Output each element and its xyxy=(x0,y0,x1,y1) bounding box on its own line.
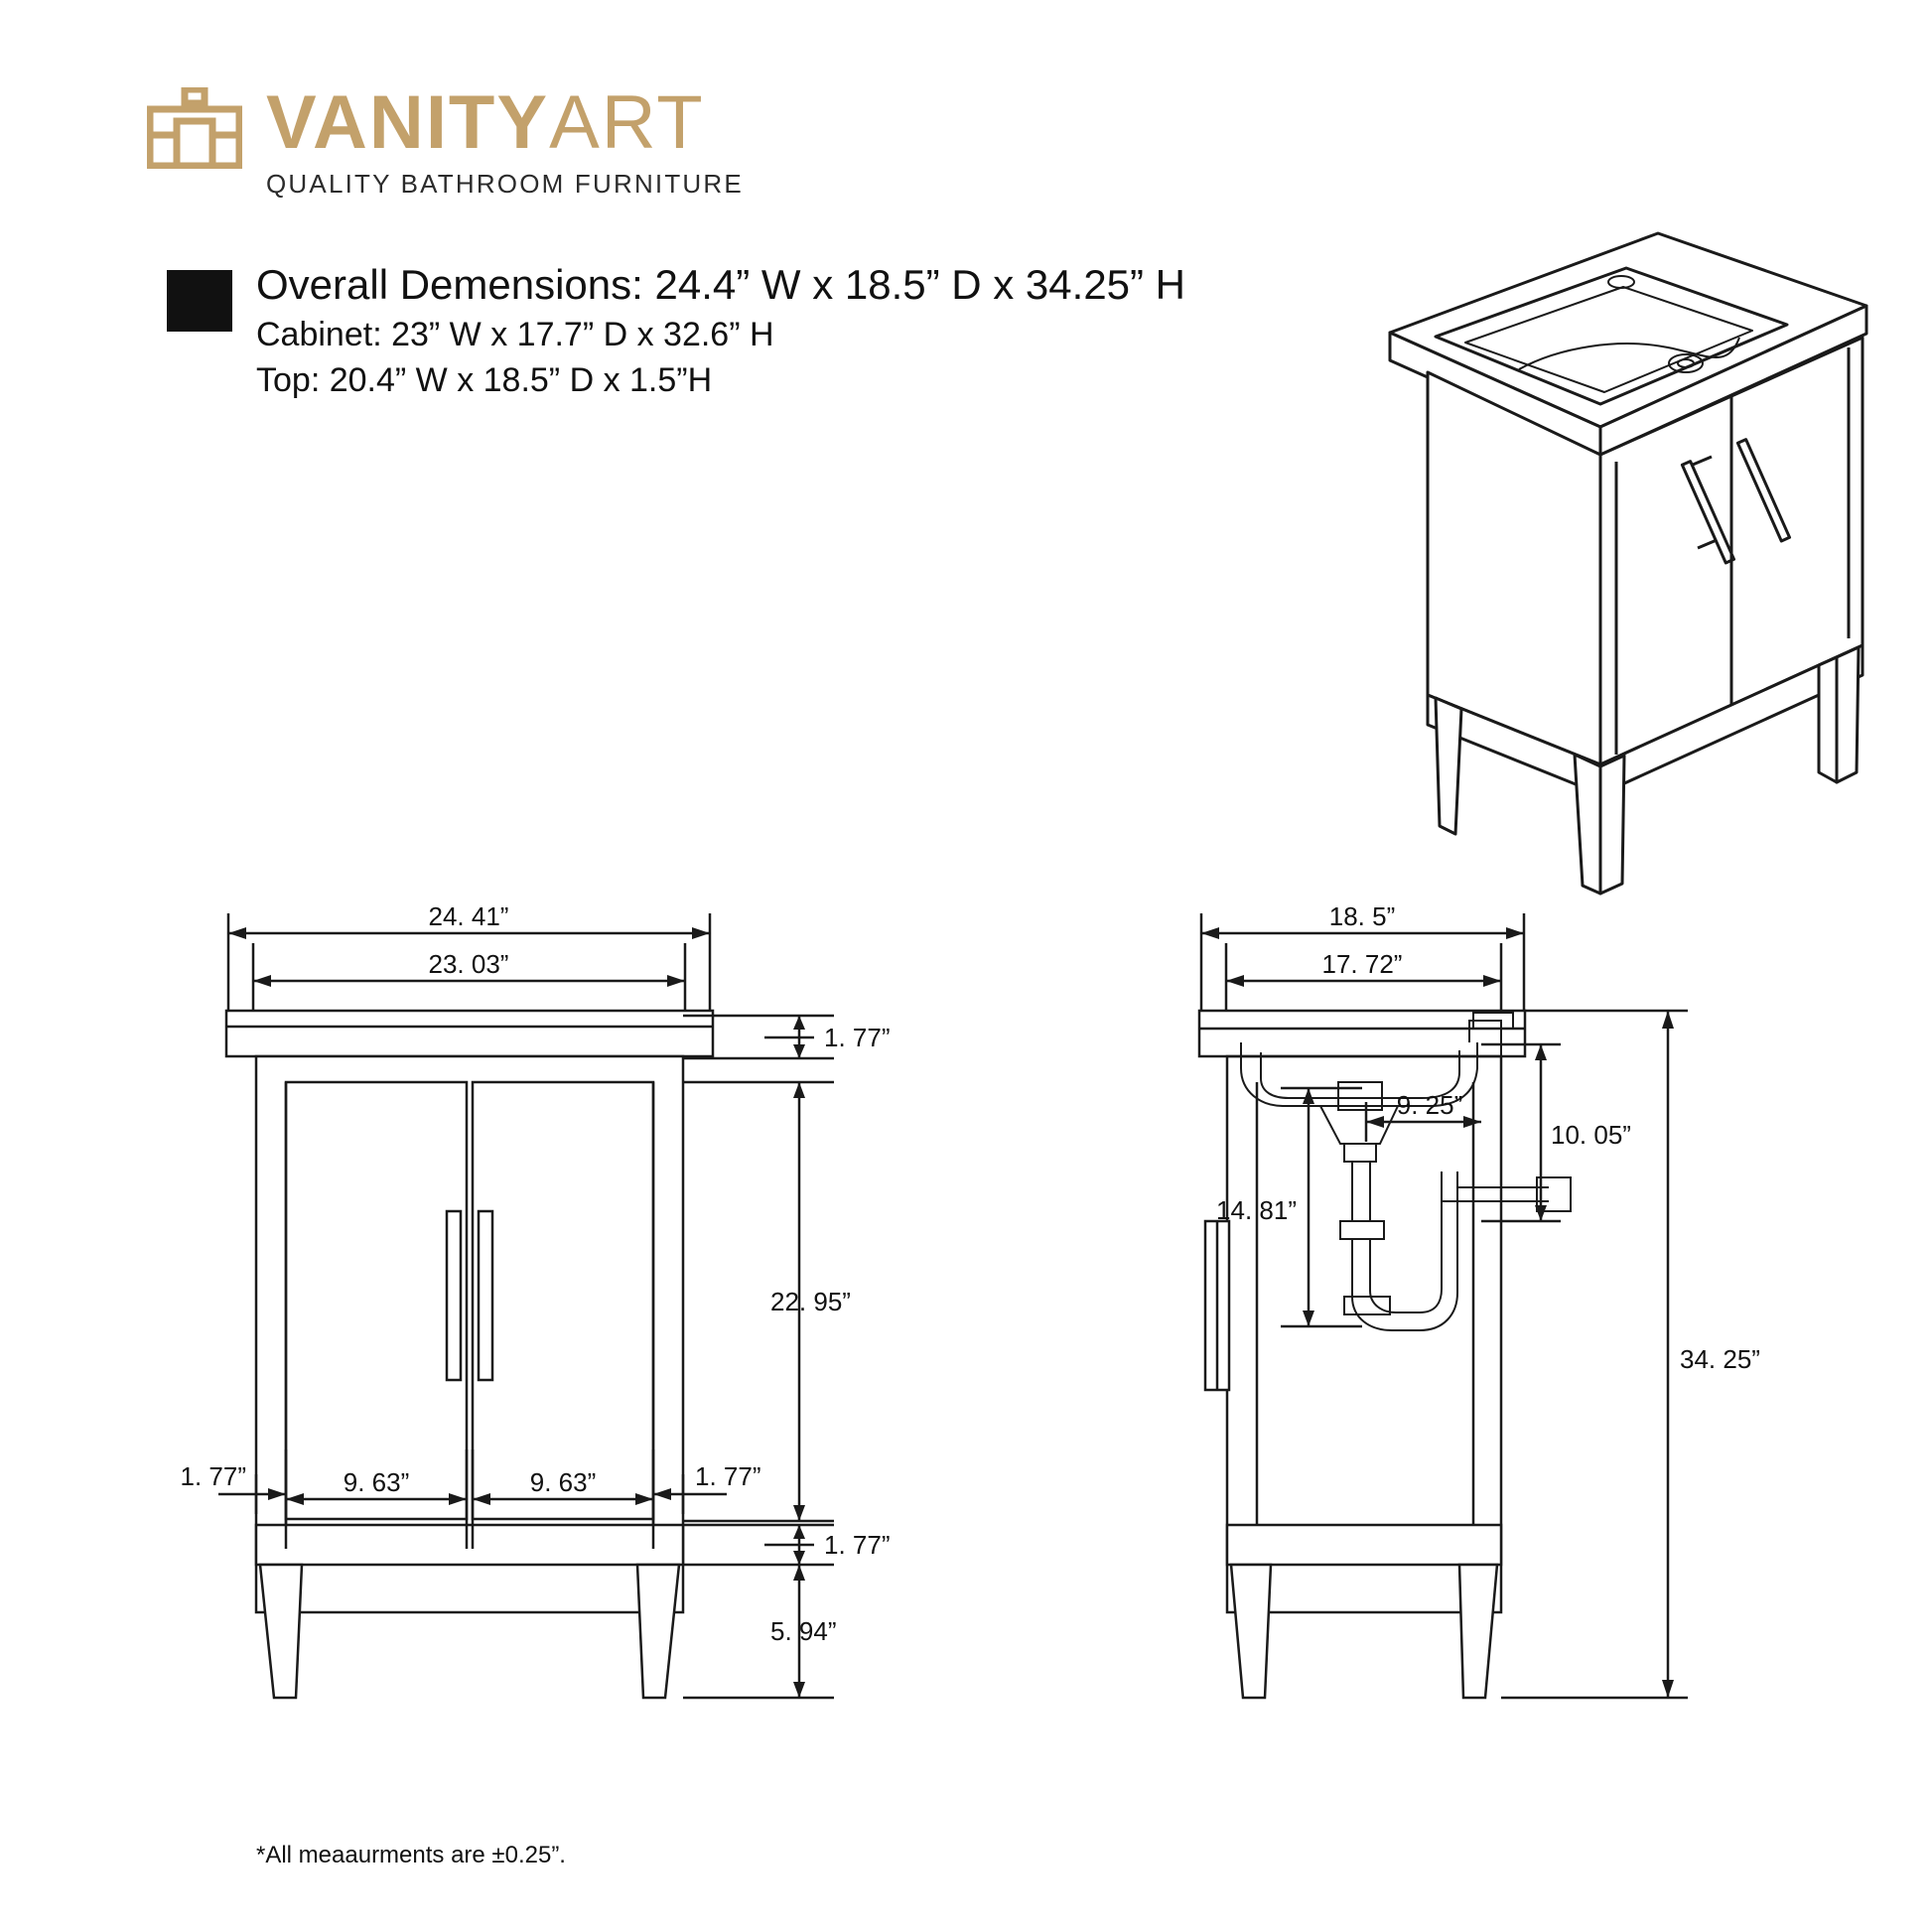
front-elevation-view xyxy=(139,894,973,1767)
dim-top-height: 1. 77” xyxy=(824,1023,891,1052)
dim-door-right-width: 9. 63” xyxy=(529,1467,597,1497)
footnote-text: *All meaaurments are ±0.25”. xyxy=(256,1842,566,1868)
dim-door-left-width: 9. 63” xyxy=(343,1467,410,1497)
dim-overall-width: 24. 41” xyxy=(428,901,509,931)
brand-name xyxy=(266,80,744,165)
brand-tagline: QUALITY BATHROOM FURNITURE xyxy=(266,169,744,200)
overall-dimensions-text: Overall Demensions: 24.4” W x 18.5” D x 34.25” H xyxy=(256,261,1186,308)
dim-cabinet-depth: 17. 72” xyxy=(1321,949,1403,979)
dim-bowl-depth: 10. 05” xyxy=(1551,1120,1631,1150)
specs-block xyxy=(167,260,1185,402)
dim-overall-height: 34. 25” xyxy=(1680,1344,1760,1374)
brand-name-bold: VANITY xyxy=(266,80,550,165)
dim-drain-offset: 9. 25” xyxy=(1396,1090,1463,1120)
dim-rail-height: 1. 77” xyxy=(824,1530,891,1560)
dim-leg-height: 5. 94” xyxy=(770,1616,837,1646)
dim-left-stile: 1. 77” xyxy=(180,1461,246,1491)
isometric-vanity-view xyxy=(1370,199,1886,953)
side-section-view xyxy=(1132,894,1866,1767)
vanity-cabinet-icon xyxy=(147,87,242,169)
dim-trap-height: 14. 81” xyxy=(1216,1195,1297,1225)
dim-door-height: 22. 95” xyxy=(770,1287,851,1316)
dim-overall-depth: 18. 5” xyxy=(1328,901,1396,931)
top-dimensions-text: Top: 20.4” W x 18.5” D x 1.5”H xyxy=(256,361,713,400)
brand-logo xyxy=(147,80,744,200)
dim-right-stile: 1. 77” xyxy=(695,1461,761,1491)
brand-name-thin: ART xyxy=(549,80,705,165)
bullet-square-icon xyxy=(167,270,232,332)
dim-cabinet-width: 23. 03” xyxy=(428,949,509,979)
cabinet-dimensions-text: Cabinet: 23” W x 17.7” D x 32.6” H xyxy=(256,315,774,353)
